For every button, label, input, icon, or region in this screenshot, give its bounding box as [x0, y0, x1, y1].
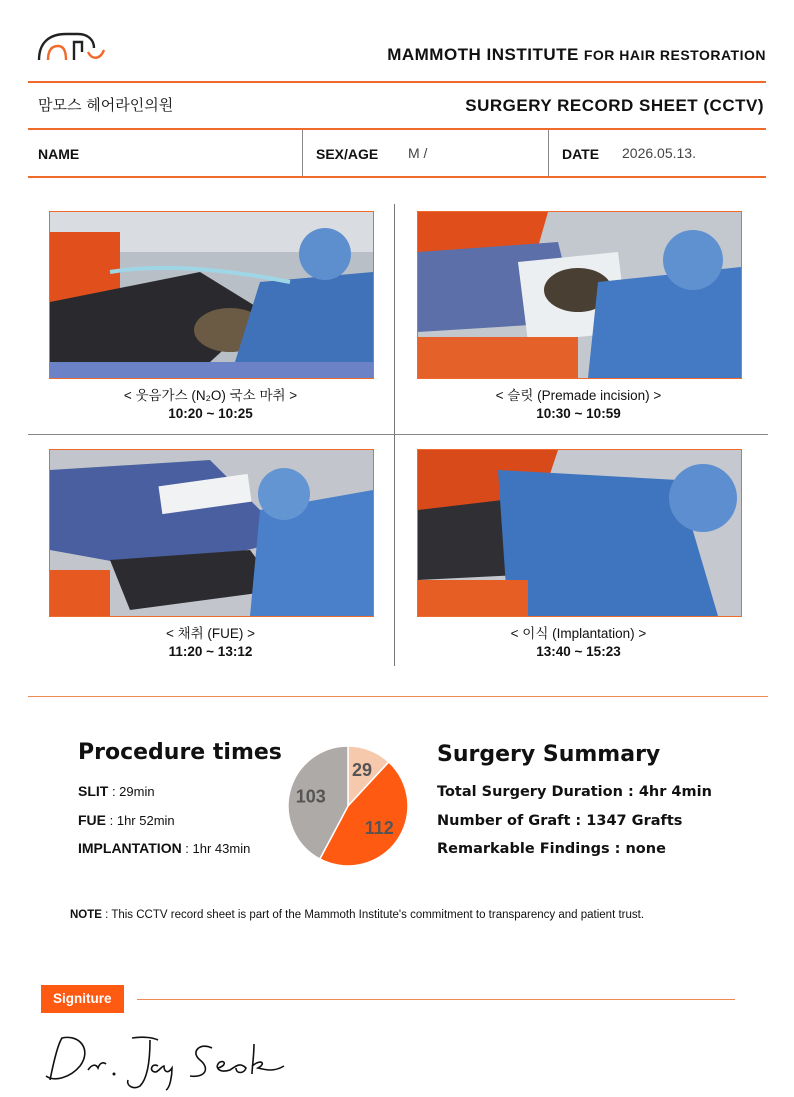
stage-caption-2	[417, 387, 740, 423]
stage-title-4: < 이식 (Implantation) >	[510, 626, 647, 641]
procedure-label-slit: SLIT	[78, 783, 109, 799]
note-label: NOTE	[70, 909, 102, 921]
header-divider-top	[28, 81, 766, 83]
cctv-photo-fue	[49, 449, 374, 617]
signature-label: Signiture	[41, 985, 124, 1013]
grid-horizontal-divider	[28, 434, 768, 435]
clinic-name: 맘모스 헤어라인의원	[38, 96, 174, 114]
sexage-label: SEX/AGE	[316, 146, 379, 162]
section-divider	[28, 696, 768, 697]
note	[70, 909, 644, 921]
date-value: 2026.05.13.	[622, 145, 696, 161]
sexage-value: M /	[408, 145, 428, 161]
procedure-pie-chart	[286, 744, 410, 868]
brand-sub: FOR HAIR RESTORATION	[583, 47, 766, 63]
header-divider-mid	[28, 128, 766, 130]
patient-separator-1	[302, 130, 303, 176]
summary-total-duration: Total Surgery Duration : 4hr 4min	[437, 784, 712, 800]
pie-label-fue: 112	[364, 818, 394, 839]
brand-title	[387, 45, 766, 65]
procedure-item-slit	[78, 783, 155, 799]
stage-caption-3	[49, 625, 372, 661]
mammoth-logo-icon	[36, 28, 108, 64]
cctv-photo-slit	[417, 211, 742, 379]
signature-handwriting-icon	[40, 1030, 300, 1092]
signature	[40, 1030, 300, 1092]
summary-graft-count: Number of Graft : 1347 Grafts	[437, 813, 683, 829]
summary-findings: Remarkable Findings : none	[437, 841, 666, 857]
pie-label-implantation: 103	[295, 786, 326, 807]
procedure-item-fue	[78, 812, 175, 828]
stage-caption-4	[417, 625, 740, 661]
procedure-item-implantation	[78, 840, 250, 856]
procedure-value-implantation: : 1hr 43min	[181, 841, 251, 856]
grid-vertical-divider	[394, 204, 395, 666]
procedure-value-fue: : 1hr 52min	[106, 813, 175, 828]
cctv-photo-anesthesia	[49, 211, 374, 379]
cctv-photo-implantation	[417, 449, 742, 617]
brand-main: MAMMOTH INSTITUTE	[387, 45, 579, 64]
procedure-title: Procedure times	[78, 740, 282, 765]
signature-line	[137, 999, 735, 1000]
logo	[36, 28, 108, 64]
note-text: : This CCTV record sheet is part of the Mammoth Institute's commitment to transparency and patient trust.	[101, 909, 645, 921]
sheet-title: SURGERY RECORD SHEET (CCTV)	[465, 96, 764, 115]
stage-title-3: < 채취 (FUE) >	[165, 626, 256, 641]
pie-label-slit: 29	[351, 760, 373, 781]
stage-caption-1	[49, 387, 372, 423]
stage-title-1: < 웃음가스 (N₂O) 국소 마취 >	[123, 388, 298, 403]
procedure-label-fue: FUE	[78, 812, 106, 828]
stage-time-3: 11:20 ~ 13:12	[168, 644, 253, 659]
header-divider-bottom	[28, 176, 766, 178]
procedure-value-slit: : 29min	[108, 784, 155, 799]
stage-time-4: 13:40 ~ 15:23	[536, 644, 621, 659]
patient-separator-2	[548, 130, 549, 176]
stage-time-1: 10:20 ~ 10:25	[168, 406, 253, 421]
stage-time-2: 10:30 ~ 10:59	[536, 406, 621, 421]
date-label: DATE	[562, 146, 600, 162]
name-label: NAME	[38, 146, 80, 162]
procedure-label-implantation: IMPLANTATION	[78, 840, 182, 856]
summary-title: Surgery Summary	[437, 742, 661, 767]
stage-title-2: < 슬릿 (Premade incision) >	[495, 388, 662, 403]
